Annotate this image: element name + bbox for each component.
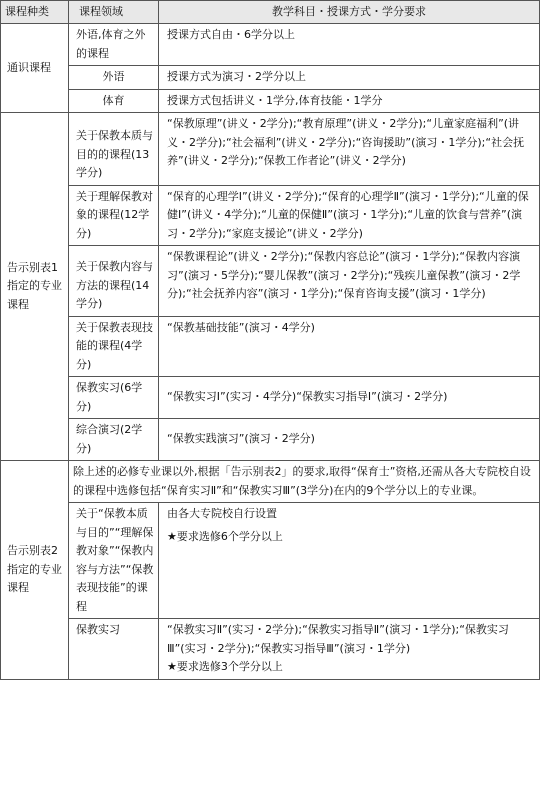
field-cell: 外语: [69, 66, 159, 90]
table-row: [1, 461, 540, 503]
table-row: [1, 503, 540, 619]
field-cell: 外语,体育之外的课程: [69, 24, 159, 66]
table-row: [1, 619, 540, 680]
requirement-cell: “保教实习Ⅰ”(实习・4学分)“保教实习指导Ⅰ”(演习・2学分): [159, 377, 540, 419]
requirement-cell: “保教课程论”(讲义・2学分);“保教内容总论”(演习・1学分);“保教内容演习”(演习・5学分);“婴儿保教”(演习・2学分);“残疾儿童保教”(演习・2学分);“社会抚养内容”(演习・1学分);“保育咨询支援”(演习・1学分): [159, 246, 540, 317]
requirement-note: ★要求选修3个学分以上: [167, 660, 283, 673]
field-cell: 关于理解保教对象的课程(12学分): [69, 185, 159, 246]
requirement-cell: “保教实践演习”(演习・2学分): [159, 419, 540, 461]
field-cell: 保教实习: [69, 619, 159, 680]
table-row: [1, 113, 540, 186]
requirement-note: ★要求选修6个学分以上: [167, 529, 283, 543]
requirement-cell: [159, 619, 540, 680]
table-row: [1, 246, 540, 317]
field-cell: 关于保教表现技能的课程(4学分): [69, 316, 159, 377]
requirement-cell: 授课方式自由・6学分以上: [159, 24, 540, 66]
requirement-cell: 授课方式为演习・2学分以上: [159, 66, 540, 90]
table-row: [1, 24, 540, 66]
intro-cell: 除上述的必修专业课以外,根据「告示别表2」的要求,取得“保育士”资格,还需从各大专院校自设的课程中选修包括“保育实习Ⅱ”和“保教实习Ⅲ”(3学分)在内的9个学分以上的专业课。: [69, 461, 540, 503]
requirement-text: “保教实习Ⅱ”(实习・2学分);“保教实习指导Ⅱ”(演习・1学分);“保教实习Ⅲ”(实习・2学分);“保教实习指导Ⅲ”(演习・1学分): [167, 623, 509, 655]
table-row: [1, 316, 540, 377]
header-requirement: 教学科目・授课方式・学分要求: [159, 1, 540, 24]
field-cell: 综合演习(2学分): [69, 419, 159, 461]
field-cell: 关于“保教本质与目的”“理解保教对象”“保教内容与方法”“保教表现技能”的课程: [69, 503, 159, 619]
table-row: [1, 419, 540, 461]
category-table1: 告示别表1指定的专业课程: [1, 113, 69, 461]
requirement-cell: “保教基础技能”(演习・4学分): [159, 316, 540, 377]
field-cell: 关于保教本质与目的的课程(13学分): [69, 113, 159, 186]
category-general: 通识课程: [1, 24, 69, 113]
field-cell: 体育: [69, 89, 159, 113]
table-row: [1, 377, 540, 419]
requirement-cell: “保育的心理学Ⅰ”(讲义・2学分);“保育的心理学Ⅱ”(演习・1学分);“儿童的保健Ⅰ”(讲义・4学分);“儿童的保健Ⅱ”(演习・1学分);“儿童的饮食与营养”(演习・2学分);“家庭支援论”(讲义・2学分): [159, 185, 540, 246]
field-cell: 关于保教内容与方法的课程(14学分): [69, 246, 159, 317]
field-cell: 保教实习(6学分): [69, 377, 159, 419]
header-field: 课程领域: [69, 1, 159, 24]
requirement-cell: [159, 503, 540, 619]
table-row: [1, 66, 540, 90]
category-table2: 告示别表2指定的专业课程: [1, 461, 69, 680]
header-row: [1, 1, 540, 24]
header-category: 课程种类: [1, 1, 69, 24]
table-row: [1, 89, 540, 113]
table-row: [1, 185, 540, 246]
requirement-cell: 授课方式包括讲义・1学分,体育技能・1学分: [159, 89, 540, 113]
requirement-cell: “保教原理”(讲义・2学分);“教育原理”(讲义・2学分);“儿童家庭福利”(讲义・2学分);“社会福利”(讲义・2学分);“咨询援助”(演习・1学分);“社会抚养”(讲义・2学分);“保教工作者论”(讲义・2学分): [159, 113, 540, 186]
requirement-text: 由各大专院校自行设置: [167, 507, 277, 520]
